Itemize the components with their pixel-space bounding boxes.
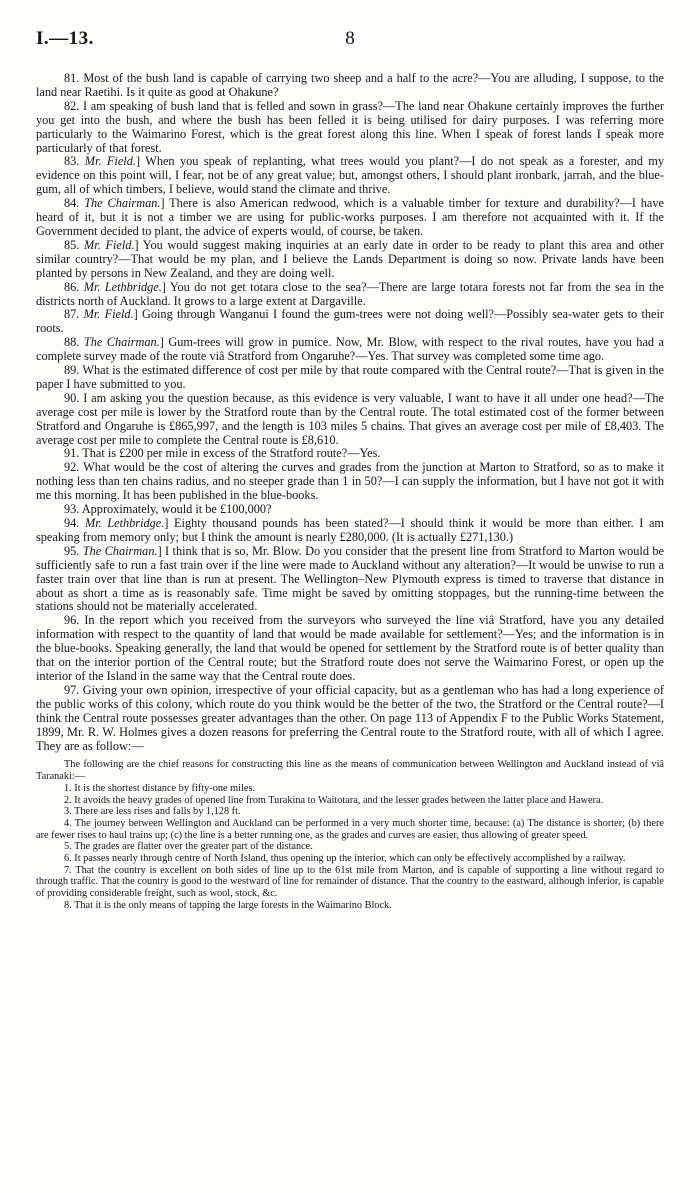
paragraph-text: ] Gum-trees will grow in pumice. Now, Mr. Blow, with respect to the rival routes, have you had a complete survey made of the route viâ Stratford from Ongaruhe?—Yes. That survey was completed some time ago. — [36, 335, 664, 364]
paragraph-text: ] You would suggest making inquiries at an early date in order to be ready to plant this area and other similar country?—That would be my plan, and I believe the Lands Department is doing so now. Private lands have been planted by persons in New Zealand, and they are doing well. — [36, 237, 664, 280]
paragraph-text: ] When you speak of replanting, what trees would you plant?—I do not speak as a forester, and my evidence on this point will, I fear, not be of any great value; but, amongst others, I should plant ironbark, jarrah, and the blue-gum, all of which timbers, I believe, would stand the climate and thrive. — [36, 154, 664, 197]
document-reference: I.—13. — [36, 28, 94, 49]
evidence-paragraph — [36, 614, 664, 684]
page-number: 8 — [345, 28, 355, 49]
paragraph-text: 89. What is the estimated difference of cost per mile by that route compared with the Central route?—That is given in the paper I have submitted to you. — [36, 363, 664, 391]
evidence-paragraph — [36, 517, 664, 545]
paragraph-text: 86. — [64, 279, 84, 294]
evidence-paragraph — [36, 447, 664, 461]
paragraph-text: 97. Giving your own opinion, irrespective of your official capacity, but as a gentleman who has had a long experience of the public works of this colony, which route do you think would be the better of the two, the Stratford or the Central route?—I think the Central route possesses greater advantages than the other. On page 113 of Appendix F to the Public Works Statement, 1899, Mr. R. W. Holmes gives a dozen reasons for preferring the Central route to the Stratford route, with all of which I agree. They are as follow:— — [36, 682, 664, 753]
paragraph-text: 92. What would be the cost of altering the curves and grades from the junction at Marton to Stratford, so as to make it nothing less than ten chains radius, and no steeper grade than 1 in 50?—I can supply the information, but I have not got it with me this morning. It has been published in the blue-books. — [36, 460, 664, 503]
paragraph-text: 94. — [64, 516, 85, 530]
paragraph-text: 88. — [64, 335, 84, 350]
paragraph-text: ] Eighty thousand pounds has been stated?—I should think it would be more than either. I am speaking from memory only; but I think the amount is nearly £280,000. (It is actually £271,130.) — [36, 516, 664, 544]
evidence-paragraph — [36, 239, 664, 281]
reason-item: 8. That it is the only means of tapping the large forests in the Waimarino Block. — [64, 899, 392, 911]
evidence-paragraph — [36, 364, 664, 392]
quoted-reasons — [36, 759, 664, 911]
speaker-name: Mr. Field. — [83, 307, 134, 322]
evidence-paragraph — [36, 684, 664, 754]
paragraph-text: 81. Most of the bush land is capable of carrying two sheep and a half to the acre?—You are alluding, I suppose, to the land near Raetihi. Is it quite as good at Ohakune? — [36, 71, 664, 99]
evidence-paragraph — [36, 308, 664, 336]
evidence-paragraph — [36, 155, 664, 197]
paragraph-text: 96. In the report which you received from the surveyors who surveyed the line viâ Stratford, have you any detailed information with respect to the quantity of land that would be made available for settlement?—Yes; and the information is in the blue-books. Speaking generally, the land that would be opened for settlement by the Stratford route is of better quality than that on the interior portion of the Central route; but the Stratford route does not serve the Waimarino Forest, or open up the interior of the Island in the same way that the Central route does. — [36, 613, 664, 683]
reason-item: 3. There are less rises and falls by 1,128 ft. — [64, 806, 241, 818]
evidence-paragraph — [36, 461, 664, 503]
paragraph-text: 83. — [64, 154, 85, 169]
paragraph-text: ] There is also American redwood, which is a valuable timber for texture and durability?—I have heard of it, but it is not a timber we are using for public-works purposes. I am therefore not acquainted with it. If the Government decided to plant, the advice of experts would, of course, be taken. — [36, 196, 664, 238]
speaker-name: The Chairman. — [83, 335, 160, 350]
paragraph-text: 87. — [64, 307, 84, 322]
paragraph-text: 84. — [64, 196, 85, 211]
speaker-name: Mr. Field. — [84, 237, 135, 252]
evidence-paragraph — [36, 336, 664, 364]
quote-intro: The following are the chief reasons for constructing this line as the means of communication between Wellington and Auckland instead of viâ Taranaki:— — [36, 759, 664, 783]
evidence-paragraph — [36, 72, 664, 100]
speaker-name: The Chairman. — [82, 543, 158, 558]
paragraph-text: 85. — [64, 237, 85, 252]
evidence-paragraph — [36, 503, 664, 517]
evidence-paragraph — [36, 281, 664, 309]
speaker-name: Mr. Lethbridge. — [83, 279, 162, 294]
reason-item: 6. It passes nearly through centre of North Island, thus opening up the interior, which can only be effectively accomplished by a railway. — [64, 853, 626, 865]
evidence-paragraph — [36, 197, 664, 239]
evidence-paragraph — [36, 100, 664, 156]
paragraph-text: 95. — [64, 543, 83, 558]
speaker-name: The Chairman. — [84, 196, 161, 211]
reason-item: 1. It is the shortest distance by fifty-one miles. — [64, 782, 256, 794]
reason-item: 4. The journey between Wellington and Auckland can be performed in a very much shorter time, because: (a) The distance is shorter; (b) there are fewer rises to haul trains up; (c) the line is a better running one, as the grades and curves are easier, thus allowing of greater speed. — [36, 817, 664, 841]
speaker-name: Mr. Lethbridge. — [84, 516, 165, 530]
page-header — [36, 28, 664, 52]
paragraph-text: 90. I am asking you the question because, as this evidence is very valuable, I want to have it all under one head?—The average cost per mile is lower by the Stratford route than by the Central route. The total estimated cost of the former between Stratford and Ongaruhe is £865,997, and the length is 103 miles 5 chains. That gives an average cost per mile of £8,403. The average cost per mile to complete the Central route is £8,610. — [36, 390, 664, 447]
speaker-name: Mr. Field. — [84, 154, 136, 169]
paragraph-text: ] You do not get totara close to the sea?—There are large totara forests not far from the sea in the districts north of Auckland. It grows to a large extent at Dargaville. — [36, 279, 664, 308]
paragraph-text: ] Going through Wanganui I found the gum-trees were not doing well?—Possibly sea-water gets to their roots. — [36, 307, 664, 336]
paragraph-text: ] I think that is so, Mr. Blow. Do you consider that the present line from Stratford to Marton would be sufficiently safe to run a fast train over if the line were made to Auckland without any alteration?—It would be unwise to run a faster train over that line than is run at present. The Wellington–New Plymouth express is timed to traverse that distance in about as short a time as is reasonably safe. Time might be saved by omitting stoppages, but the running-time between the stations should not be materially accelerated. — [36, 543, 664, 614]
minutes-of-evidence — [36, 72, 664, 912]
paragraph-text: 82. I am speaking of bush land that is felled and sown in grass?—The land near Ohakune certainly improves the further you get into the bush, and where the bush has been felled it is being utilised for dairy purposes. I was referring more particularly to the Waimarino Forest, which is the great forest along this line. When I speak of forest lands I speak more particularly of that forest. — [36, 98, 664, 155]
paragraph-text: 93. Approximately, would it be £100,000? — [64, 502, 272, 517]
paragraph-text: 91. That is £200 per mile in excess of the Stratford route?—Yes. — [64, 446, 381, 461]
evidence-paragraph — [36, 545, 664, 615]
evidence-paragraph — [36, 392, 664, 448]
reason-item: 7. That the country is excellent on both sides of line up to the 61st mile from Marton, and is capable of supporting a line without regard to through traffic. That the country is good to the westward of line for remainder of distance. That the country to the eastward, although inferior, is capable of providing considerable freight, such as wool, stock, &c. — [36, 864, 664, 900]
reason-item: 5. The grades are flatter over the greater part of the distance. — [64, 841, 313, 853]
reason-item: 2. It avoids the heavy grades of opened line from Turakina to Waitotara, and the lesser grades between the latter place and Hawera. — [64, 794, 604, 806]
